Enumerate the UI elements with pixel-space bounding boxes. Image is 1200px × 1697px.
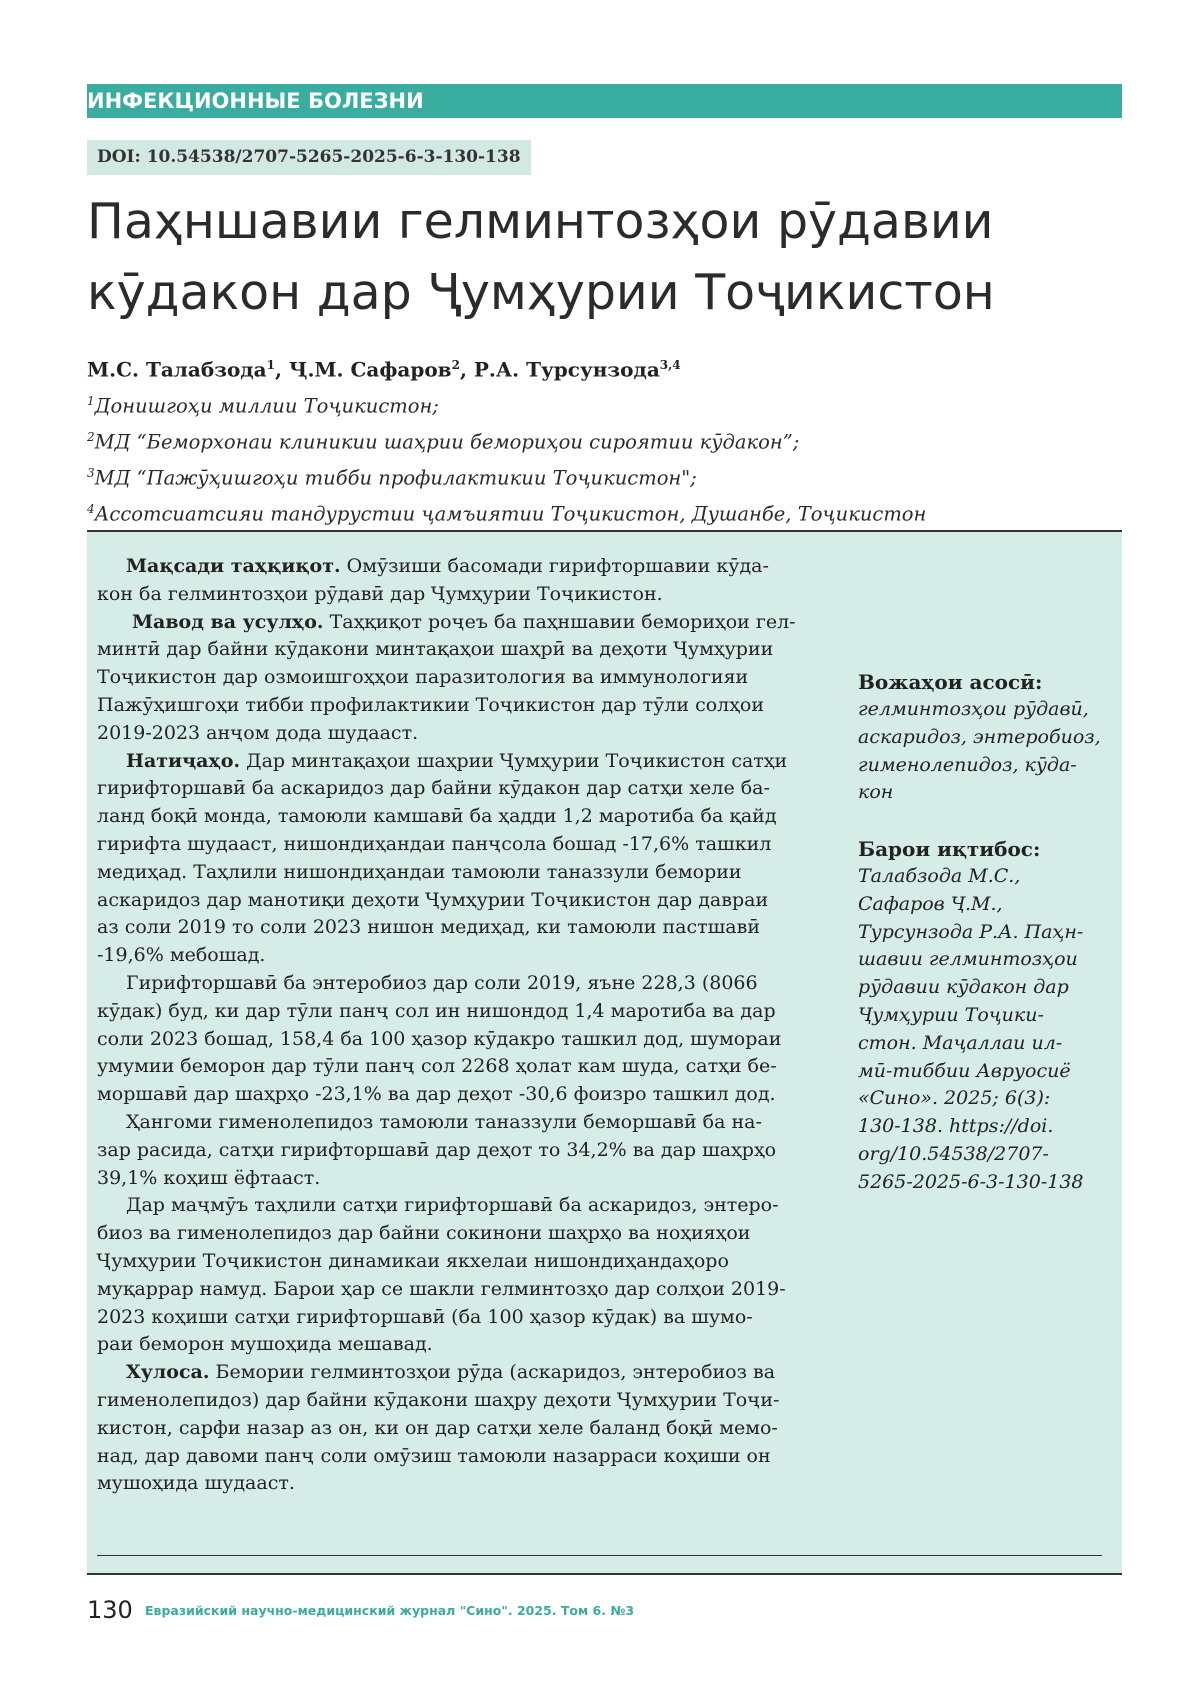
keywords-block: [858, 668, 1118, 807]
author-name: Ҷ.М. Сафаров: [288, 357, 452, 382]
abstract-line: аз соли 2019 то соли 2023 нишон медиҳад, ки тамоюли пастшавӣ: [97, 916, 760, 939]
citation-line: мӣ-тиббии Авруосиё: [858, 1059, 1071, 1082]
abstract-line: ланд боқӣ монда, тамоюли камшавӣ ба ҳадди 1,2 маротиба ба қайд: [97, 805, 777, 828]
methods-label: Мавод ва усулҳо.: [132, 610, 324, 633]
abstract-line: Пажӯҳишгоҳи тибби профилактикии Тоҷикистон дар тӯли солҳои: [97, 693, 765, 716]
article-title: [87, 186, 1127, 328]
abstract-inner-divider: [97, 1555, 1102, 1556]
results-label: Натиҷаҳо.: [126, 749, 241, 772]
affiliation-sup: 2: [87, 430, 95, 444]
affiliation-text: Донишгоҳи миллии Тоҷикистон;: [94, 394, 439, 418]
abstract-line: зар расида, сатҳи гирифторшавӣ дар деҳот то 34,2% ва дар шаҳрҳо: [97, 1138, 777, 1161]
citation-line: стон. Маҷаллаи ил-: [858, 1031, 1063, 1054]
citation-line: Сафаров Ҷ.М.,: [858, 892, 1003, 915]
methods-text: Таҳқиқот роҷеъ ба паҳншавии бемориҳои гел-: [323, 610, 796, 633]
keywords-line: гелминтозҳои рӯдавӣ,: [858, 698, 1089, 720]
title-line-1: Паҳншавии гелминтозҳои рӯдавии: [87, 193, 994, 250]
abstract-line: гирифта шудааст, нишондиҳандаи панҷсола бошад -17,6% ташкил: [97, 832, 772, 855]
abstract-line: 2019-2023 анҷом дода шудааст.: [97, 721, 419, 744]
footer-divider: [87, 1573, 1122, 1575]
conclusion-text: Бемории гелминтозҳои рӯда (аскаридоз, энтеробиоз ва: [209, 1361, 776, 1384]
abstract-line: [97, 748, 837, 776]
abstract-line: гименолепидоз) дар байни кӯдакони шаҳру деҳоти Ҷумҳурии Тоҷи-: [97, 1388, 780, 1411]
aim-text: Омӯзиши басомади гирифторшавии кӯда-: [340, 555, 769, 577]
abstract-line: кӯдак) буд, ки дар тӯли панҷ сол ин нишондод 1,4 маротиба ва дар: [97, 999, 776, 1022]
abstract-line: кон ба гелминтозҳои рӯдавӣ дар Ҷумҳурии Тоҷикистон.: [97, 582, 663, 605]
citation-line: шавии гелминтозҳои: [858, 948, 1078, 971]
abstract-line: [97, 553, 837, 581]
affiliation-sup: 4: [87, 502, 95, 516]
author-name: М.С. Талабзода: [87, 357, 267, 382]
author-separator: ,: [274, 357, 289, 382]
citation-line: org/10.54538/2707-: [858, 1142, 1049, 1165]
abstract-body: [97, 553, 837, 1498]
affiliation-item: [87, 458, 1127, 494]
keywords-line: аскаридоз, энтеробиоз,: [858, 725, 1101, 748]
abstract-line: 39,1% коҳиш ёфтааст.: [97, 1166, 321, 1189]
citation-line: Ҷумҳурии Тоҷики-: [858, 1003, 1044, 1026]
affiliation-item: [87, 386, 1127, 422]
citation-block: [858, 835, 1118, 1197]
author-affil-sup: 3,4: [659, 358, 681, 372]
affiliation-sup: 3: [87, 466, 95, 480]
keywords-line: кон: [858, 781, 894, 804]
affiliation-text: МД “Пажӯҳишгоҳи тибби профилактикии Тоҷикистон";: [94, 466, 697, 490]
affiliations: [87, 386, 1127, 530]
section-label: ИНФЕКЦИОННЫЕ БОЛЕЗНИ: [87, 89, 424, 113]
doi-text: DOI: 10.54538/2707-5265-2025-6-3-130-138: [97, 147, 521, 167]
page-number: 130: [87, 1596, 133, 1624]
abstract-line: муқаррар намуд. Барои ҳар се шакли гелминтозҳо дар солҳои 2019-: [97, 1277, 786, 1300]
conclusion-label: Хулоса.: [126, 1361, 210, 1384]
author-separator: ,: [459, 357, 474, 382]
abstract-line: умумии беморон дар тӯли панҷ сол 2268 ҳолат кам шуда, сатҳи бе-: [97, 1055, 777, 1078]
abstract-line: Ҷумҳурии Тоҷикистон динамикаи якхелаи нишондиҳандаҳоро: [97, 1249, 729, 1272]
authors-line: [87, 350, 1127, 385]
citation-text: [858, 863, 1118, 1197]
citation-label: Барои иқтибос:: [858, 837, 1041, 861]
keywords-text: [858, 696, 1118, 807]
author-affil-sup: 2: [451, 358, 460, 372]
affiliation-text: Ассотсиатсияи тандурустии ҷамъиятии Тоҷикистон, Душанбе, Тоҷикистон: [94, 502, 927, 526]
aim-label: Мақсади таҳқиқот.: [126, 555, 341, 577]
citation-line: Талабзода М.С.,: [858, 865, 1021, 887]
abstract-line: над, дар давоми панҷ соли омӯзиш тамоюли назарраси коҳиши он: [97, 1444, 771, 1467]
abstract-line: биоз ва гименолепидоз дар байни сокинони шаҳрҳо ва ноҳияҳои: [97, 1222, 751, 1245]
keywords-label: Вожаҳои асосӣ:: [858, 670, 1043, 694]
journal-footer: Евразийский научно-медицинский журнал "Сино". 2025. Том 6. №3: [145, 1603, 635, 1618]
abstract-line: -19,6% мебошад.: [97, 944, 266, 967]
abstract-line: соли 2023 бошад, 158,4 ба 100 ҳазор кӯдакро ташкил дод, шумораи: [97, 1027, 782, 1050]
abstract-line: кистон, сарфи назар аз он, ки он дар сатҳи хеле баланд боқӣ мемо-: [97, 1416, 778, 1439]
abstract-line: мушоҳида шудааст.: [97, 1472, 295, 1495]
abstract-line: Дар маҷмӯъ таҳлили сатҳи гирифторшавӣ ба аскаридоз, энтеро-: [126, 1194, 779, 1217]
citation-line: Турсунзода Р.А. Паҳн-: [858, 920, 1084, 943]
abstract-line: медиҳад. Таҳлили нишондиҳандаи тамоюли таназзули бемории: [97, 860, 742, 883]
abstract-line: 2023 коҳиши сатҳи гирифторшавӣ (ба 100 ҳазор кӯдак) ва шумо-: [97, 1305, 753, 1328]
keywords-line: гименолепидоз, кӯда-: [858, 753, 1077, 776]
citation-line: 130-138. https://doi.: [858, 1115, 1054, 1138]
abstract-line: Ҳангоми гименолепидоз тамоюли таназзули беморшавӣ ба на-: [126, 1110, 762, 1133]
abstract-line: моршавӣ дар шаҳрҳо -23,1% ва дар деҳот -30,6 фоизро ташкил дод.: [97, 1083, 776, 1106]
affiliation-text: МД “Беморхонаи клиникии шаҳрии бемориҳои сироятии кӯдакон”;: [94, 430, 800, 454]
affiliation-sup: 1: [87, 394, 95, 408]
author-name: Р.А. Турсунзода: [473, 357, 660, 382]
abstract-line: [97, 609, 837, 637]
abstract-line: раи беморон мушоҳида мешавад.: [97, 1333, 433, 1356]
citation-line: рӯдавии кӯдакон дар: [858, 976, 1069, 999]
abstract-line: минтӣ дар байни кӯдакони минтақаҳои шаҳрӣ ва деҳоти Ҷумҳурии: [97, 638, 774, 661]
author-affil-sup: 1: [266, 358, 275, 372]
citation-line: «Сино». 2025; 6(3):: [858, 1087, 1051, 1110]
affiliation-item: [87, 422, 1127, 458]
section-header: [87, 84, 1122, 118]
doi-badge: [87, 140, 531, 175]
abstract-line: [97, 1359, 837, 1387]
citation-line: 5265-2025-6-3-130-138: [858, 1170, 1084, 1193]
abstract-line: Тоҷикистон дар озмоишгоҳҳои паразитология ва иммунологияи: [97, 666, 749, 689]
abstract-line: гирифторшавӣ ба аскаридоз дар байни кӯдакон дар сатҳи хеле ба-: [97, 777, 770, 800]
affiliation-item: [87, 494, 1127, 530]
abstract-line: аскаридоз дар манотиқи деҳоти Ҷумҳурии Тоҷикистон дар давраи: [97, 888, 769, 911]
results-text: Дар минтақаҳои шаҳрии Ҷумҳурии Тоҷикистон сатҳи: [240, 749, 788, 772]
title-line-2: кӯдакон дар Ҷумҳурии Тоҷикистон: [87, 264, 995, 321]
abstract-line: Гирифторшавӣ ба энтеробиоз дар соли 2019, яъне 228,3 (8066: [126, 971, 758, 994]
